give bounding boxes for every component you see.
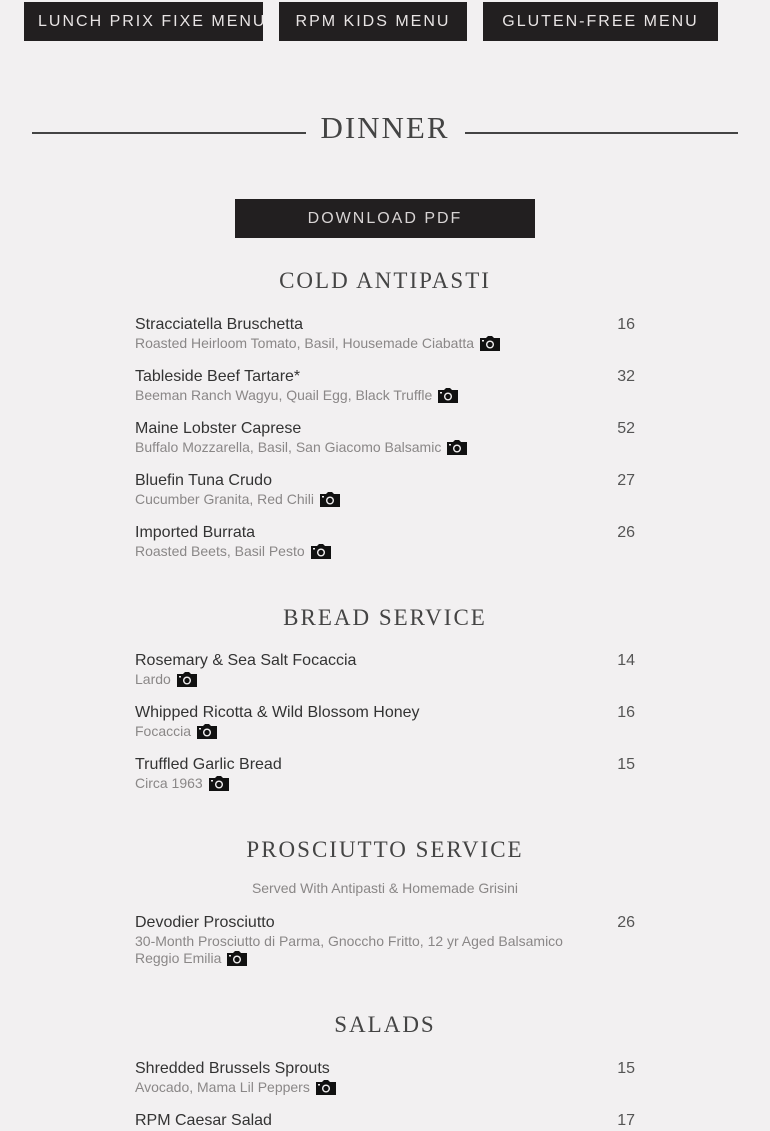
camera-icon[interactable] (438, 388, 458, 403)
tab-gluten-free-menu[interactable]: GLUTEN-FREE MENU (483, 2, 718, 41)
page-title: DINNER (320, 110, 450, 145)
section-title-bread-service: BREAD SERVICE (283, 605, 487, 630)
item-name: Bluefin Tuna Crudo (135, 472, 272, 489)
item-description: Buffalo Mozzarella, Basil, San Giacomo Balsamic (135, 439, 635, 456)
camera-icon[interactable] (480, 336, 500, 351)
menu-item (135, 755, 635, 792)
item-description: Circa 1963 (135, 775, 635, 792)
menu-item (135, 913, 635, 967)
item-name: Shredded Brussels Sprouts (135, 1060, 330, 1077)
item-price: 17 (617, 1112, 635, 1129)
item-description: Cucumber Granita, Red Chili (135, 491, 635, 508)
item-price: 52 (617, 420, 635, 437)
menu-item (135, 523, 635, 560)
tab-lunch-prix-fixe-menu[interactable]: LUNCH PRIX FIXE MENU (24, 2, 263, 41)
item-price: 14 (617, 652, 635, 669)
item-price: 32 (617, 368, 635, 385)
download-pdf-button[interactable]: DOWNLOAD PDF (235, 199, 535, 238)
tab-rpm-kids-menu[interactable]: RPM KIDS MENU (279, 2, 467, 41)
camera-icon[interactable] (209, 776, 229, 791)
divider-right (465, 132, 738, 134)
item-description: 30-Month Prosciutto di Parma, Gnoccho Fritto, 12 yr Aged Balsamico (135, 933, 563, 949)
item-description-line2: Reggio Emilia (135, 950, 635, 967)
item-price: 16 (617, 316, 635, 333)
item-description: Roasted Beets, Basil Pesto (135, 543, 635, 560)
item-price: 16 (617, 704, 635, 721)
camera-icon[interactable] (177, 672, 197, 687)
menu-item (135, 367, 635, 404)
item-description: Roasted Heirloom Tomato, Basil, Housemade Ciabatta (135, 335, 635, 352)
section-note: Served With Antipasti & Homemade Grisini (251, 880, 519, 896)
item-price: 26 (617, 914, 635, 931)
menu-item (135, 651, 635, 688)
item-description: Avocado, Mama Lil Peppers (135, 1079, 635, 1096)
dinner-header (32, 108, 738, 154)
item-description: Lardo (135, 671, 635, 688)
section-title-salads: SALADS (334, 1012, 436, 1037)
menu-tabs (24, 2, 718, 41)
menu-item (135, 315, 635, 352)
camera-icon[interactable] (197, 724, 217, 739)
item-name: Tableside Beef Tartare* (135, 368, 301, 385)
menu-item (135, 1111, 635, 1131)
item-name: Truffled Garlic Bread (135, 756, 282, 773)
item-description: Beeman Ranch Wagyu, Quail Egg, Black Truffle (135, 387, 635, 404)
camera-icon[interactable] (227, 951, 247, 966)
item-description: Focaccia (135, 723, 635, 740)
item-price: 15 (617, 756, 635, 773)
item-price: 26 (617, 524, 635, 541)
item-price: 27 (617, 472, 635, 489)
section-title-cold-antipasti: COLD ANTIPASTI (279, 268, 491, 293)
menu-item (135, 471, 635, 508)
menu-item (135, 1059, 635, 1096)
item-name: Devodier Prosciutto (135, 914, 275, 931)
item-name: Whipped Ricotta & Wild Blossom Honey (135, 704, 420, 721)
item-price: 15 (617, 1060, 635, 1077)
item-name: Maine Lobster Caprese (135, 420, 302, 437)
camera-icon[interactable] (320, 492, 340, 507)
item-name: Stracciatella Bruschetta (135, 316, 304, 333)
item-name: RPM Caesar Salad (135, 1112, 272, 1129)
item-name: Rosemary & Sea Salt Focaccia (135, 652, 357, 669)
camera-icon[interactable] (316, 1080, 336, 1095)
item-name: Imported Burrata (135, 524, 256, 541)
camera-icon[interactable] (311, 544, 331, 559)
camera-icon[interactable] (447, 440, 467, 455)
menu-item (135, 419, 635, 456)
section-title-prosciutto-service: PROSCIUTTO SERVICE (246, 837, 524, 862)
menu-item (135, 703, 635, 740)
